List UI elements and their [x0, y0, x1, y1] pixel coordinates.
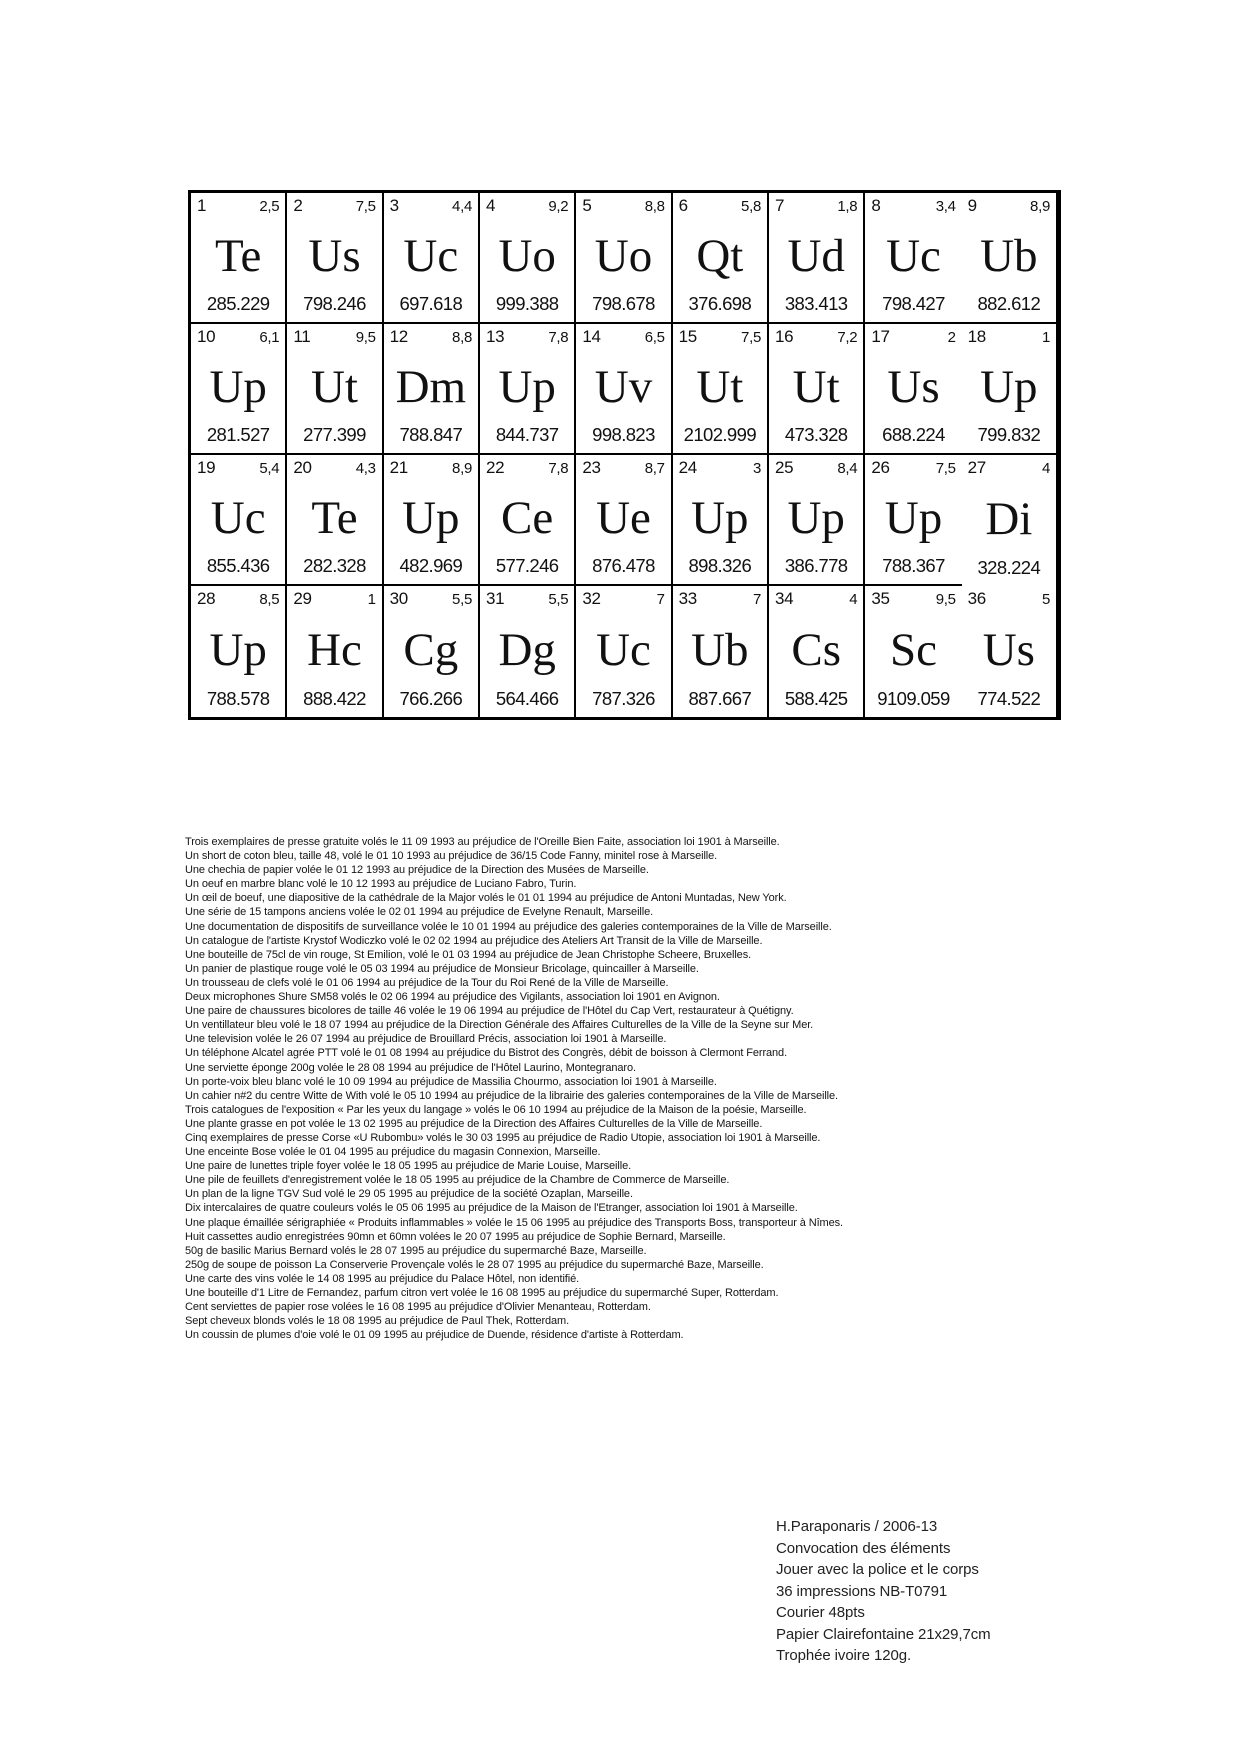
element-cell: [191, 455, 287, 586]
mass-value: 774.522: [977, 688, 1041, 709]
atomic-number: 23: [582, 458, 601, 477]
mass-value: 844.737: [495, 424, 559, 445]
cell-header: [871, 589, 955, 610]
element-cell: [287, 193, 383, 324]
decimal-value: 6,5: [644, 329, 665, 346]
cell-header: [293, 327, 375, 348]
element-symbol: Us: [982, 624, 1035, 676]
decimal-value: 8,7: [644, 460, 665, 477]
element-symbol: Ut: [696, 361, 744, 413]
cell-header: [390, 327, 472, 348]
decimal-value: 7: [656, 591, 665, 608]
inventory-line: Trois exemplaires de presse gratuite volés le 11 09 1993 au préjudice de l'Oreille Bien Faite, association loi 1901 à Marseille.: [185, 836, 780, 848]
element-symbol: Uo: [594, 230, 653, 282]
cell-header: [775, 196, 857, 217]
element-cell: [287, 586, 383, 717]
cell-header: [390, 589, 472, 610]
element-symbol: Up: [884, 492, 943, 544]
mass-value: 383.413: [784, 293, 848, 314]
element-symbol: Uc: [210, 492, 266, 544]
decimal-value: 8,8: [452, 329, 472, 346]
element-symbol: Ue: [596, 492, 651, 544]
cell-header: [390, 196, 472, 217]
mass-value: 588.425: [784, 688, 848, 709]
decimal-value: 5,4: [259, 460, 280, 477]
element-cell: [480, 324, 576, 455]
mass-value: 798.246: [303, 293, 366, 314]
element-symbol: Up: [402, 492, 460, 544]
mass-value: 882.612: [977, 293, 1041, 314]
element-symbol: Ut: [310, 361, 358, 413]
mass-value: 688.224: [882, 424, 945, 445]
cell-header: [968, 196, 1050, 217]
mass-value: 887.667: [688, 688, 752, 709]
element-symbol: Up: [980, 361, 1038, 413]
colophon-line: Trophée ivoire 120g.: [776, 1647, 912, 1664]
cell-header: [968, 458, 1050, 479]
decimal-value: 2: [947, 329, 956, 346]
decimal-value: 7,2: [837, 329, 858, 346]
mass-value: 328.224: [977, 557, 1041, 578]
colophon-line: Papier Clairefontaine 21x29,7cm: [776, 1625, 991, 1643]
cell-header: [679, 327, 761, 348]
atomic-number: 27: [967, 458, 986, 477]
decimal-value: 7,8: [548, 329, 569, 346]
element-cell: [384, 455, 480, 586]
cell-header: [775, 458, 857, 479]
atomic-number: 21: [389, 458, 408, 477]
colophon-line: H.Paraponaris / 2006-13: [776, 1518, 938, 1535]
decimal-value: 5,5: [452, 591, 472, 608]
cell-header: [197, 589, 279, 610]
element-cell: [384, 324, 480, 455]
cell-header: [486, 196, 568, 217]
element-cell: [287, 455, 383, 586]
element-cell: [865, 455, 961, 586]
decimal-value: 9,5: [935, 591, 956, 608]
cell-header: [197, 327, 279, 348]
mass-value: 788.578: [206, 688, 270, 709]
element-symbol: Cg: [403, 624, 459, 676]
atomic-number: 11: [293, 327, 311, 346]
element-symbol: Uv: [594, 361, 653, 413]
mass-value: 386.778: [784, 555, 848, 576]
element-cell: [673, 324, 769, 455]
inventory-line: Un œil de boeuf, une diapositive de la cathédrale de la Major volés le 01 01 1994 au préjudice de Antoni Muntadas, New York.: [185, 892, 787, 905]
inventory-line: Une serviette éponge 200g volée le 28 08 1994 au préjudice de l'Hôtel Laurino, Montegranaro.: [185, 1061, 636, 1074]
element-cell: [769, 586, 865, 717]
decimal-value: 4: [1041, 460, 1050, 477]
decimal-value: 8,5: [259, 591, 280, 608]
atomic-number: 9: [967, 196, 977, 215]
inventory-line: Une bouteille d'1 Litre de Fernandez, parfum citron vert volée le 16 08 1995 au préjudice du supermarché Super, Rotterdam.: [185, 1287, 779, 1299]
inventory-line: Une pile de feuillets d'enregistrement volée le 18 05 1995 au préjudice de la Chambre de Commerce de Marseille.: [185, 1174, 730, 1187]
colophon-line: 36 impressions NB-T0791: [776, 1582, 948, 1600]
element-symbol: Uo: [498, 230, 556, 282]
cell-header: [197, 458, 279, 479]
element-cell: [576, 193, 672, 324]
mass-value: 482.969: [399, 555, 463, 576]
decimal-value: 1: [1041, 329, 1050, 346]
decimal-value: 4,4: [452, 198, 472, 215]
atomic-number: 28: [197, 589, 216, 608]
atomic-number: 31: [486, 589, 505, 608]
element-cell: [865, 586, 961, 717]
inventory-line: Dix intercalaires de quatre couleurs volés le 05 06 1995 au préjudice de la Maison de l'Etranger, association loi 1901 à Marseille.: [185, 1202, 798, 1215]
element-symbol: Ce: [501, 492, 554, 544]
element-symbol: Dm: [395, 361, 467, 413]
colophon: [776, 1516, 991, 1667]
cell-header: [293, 458, 375, 479]
decimal-value: 5: [1041, 591, 1050, 608]
element-cell: [191, 324, 287, 455]
cell-header: [293, 589, 375, 610]
atomic-number: 10: [197, 327, 216, 346]
mass-value: 285.229: [206, 293, 270, 314]
cell-header: [775, 589, 857, 610]
inventory-line: Sept cheveux blonds volés le 18 08 1995 au préjudice de Paul Thek, Rotterdam.: [185, 1315, 570, 1328]
mass-value: 376.698: [688, 293, 752, 314]
inventory-line: Un catalogue de l'artiste Krystof Wodiczko volé le 02 02 1994 au préjudice des Ateliers Art Transit de la Ville de Marseille.: [185, 934, 763, 947]
decimal-value: 6,1: [259, 329, 280, 346]
inventory-line: Un porte-voix bleu blanc volé le 10 09 1994 au préjudice de Massilia Chourmo, association loi 1901 à Marseille.: [185, 1075, 717, 1088]
inventory-line: Un téléphone Alcatel agrée PTT volé le 01 08 1994 au préjudice du Bistrot des Congrès, débit de boisson à Clermont Ferrand.: [185, 1047, 788, 1060]
atomic-number: 8: [871, 196, 881, 215]
mass-value: 697.618: [399, 293, 463, 314]
atomic-number: 4: [486, 196, 496, 215]
element-symbol: Ub: [691, 624, 749, 676]
mass-value: 277.399: [303, 424, 366, 445]
element-cell: [480, 193, 576, 324]
element-cell: [673, 193, 769, 324]
atomic-number: 17: [871, 327, 890, 346]
element-cell: [480, 455, 576, 586]
mass-value: 766.266: [399, 688, 463, 709]
inventory-line: 250g de soupe de poisson La Conserverie Provençale volés le 28 07 1995 au préjudice du supermarché Baze, Marseille.: [185, 1258, 764, 1271]
inventory-line: Un ventillateur bleu volé le 18 07 1994 au préjudice de la Direction Générale des Affaires Culturelles de la Ville de la Seyne sur Mer.: [185, 1019, 814, 1032]
decimal-value: 8,8: [644, 198, 665, 215]
decimal-value: 1: [367, 591, 376, 608]
colophon-line: Courier 48pts: [776, 1604, 865, 1621]
mass-value: 564.466: [495, 688, 559, 709]
mass-value: 282.328: [303, 555, 366, 576]
cell-header: [390, 458, 472, 479]
element-table: [188, 190, 1061, 720]
element-cell: [962, 193, 1058, 324]
atomic-number: 34: [775, 589, 794, 608]
element-cell: [962, 324, 1058, 455]
atomic-number: 2: [293, 196, 303, 215]
inventory-line: Un cahier n#2 du centre Witte de With volé le 05 10 1994 au préjudice de la librairie des galeries contemporaines de la Ville de Marseille.: [185, 1089, 838, 1102]
decimal-value: 7,8: [548, 460, 569, 477]
inventory-line: Trois catalogues de l'exposition « Par les yeux du langage » volés le 06 10 1994 au préjudice de la Maison de la poésie, Marseille.: [185, 1103, 807, 1116]
cell-header: [775, 327, 857, 348]
colophon-line: Jouer avec la police et le corps: [776, 1561, 979, 1578]
element-symbol: Te: [311, 492, 358, 544]
element-cell: [480, 586, 576, 717]
decimal-value: 3,4: [935, 198, 956, 215]
inventory-line: Une série de 15 tampons anciens volée le 02 01 1994 au préjudice de Evelyne Renault, Marseille.: [185, 906, 654, 919]
atomic-number: 22: [486, 458, 505, 477]
inventory-line: Une bouteille de 75cl de vin rouge, St Emilion, volé le 01 03 1994 au préjudice de Jean Christophe Scheere, Bruxelles.: [185, 948, 752, 961]
decimal-value: 9,2: [548, 198, 569, 215]
cell-header: [582, 327, 664, 348]
inventory-line: Deux microphones Shure SM58 volés le 02 06 1994 au préjudice des Vigilants, association loi 1901 en Avignon.: [185, 991, 720, 1004]
atomic-number: 20: [293, 458, 312, 477]
element-symbol: Up: [787, 492, 845, 544]
element-cell: [576, 324, 672, 455]
element-symbol: Sc: [889, 624, 937, 676]
mass-value: 798.678: [592, 293, 655, 314]
decimal-value: 3: [752, 460, 761, 477]
decimal-value: 7,5: [935, 460, 956, 477]
element-symbol: Qt: [696, 230, 744, 282]
atomic-number: 6: [678, 196, 688, 215]
decimal-value: 2,5: [259, 198, 280, 215]
atomic-number: 24: [678, 458, 697, 477]
element-symbol: Dg: [498, 624, 556, 676]
decimal-value: 7: [752, 591, 761, 608]
element-cell: [384, 193, 480, 324]
atomic-number: 16: [775, 327, 794, 346]
cell-header: [968, 327, 1050, 348]
element-cell: [191, 193, 287, 324]
element-cell: [576, 586, 672, 717]
element-symbol: Up: [209, 624, 267, 676]
decimal-value: 9,5: [355, 329, 376, 346]
mass-value: 999.388: [495, 293, 559, 314]
atomic-number: 30: [389, 589, 408, 608]
cell-header: [679, 589, 761, 610]
decimal-value: 8,9: [452, 460, 472, 477]
element-symbol: Uc: [403, 230, 459, 282]
cell-header: [679, 196, 761, 217]
element-symbol: Hc: [307, 624, 362, 676]
element-symbol: Us: [308, 230, 361, 282]
element-symbol: Cs: [791, 624, 841, 676]
decimal-value: 7,5: [741, 329, 761, 346]
mass-value: 855.436: [206, 555, 270, 576]
element-symbol: Uc: [886, 230, 941, 282]
element-cell: [769, 324, 865, 455]
element-symbol: Te: [215, 230, 262, 282]
atomic-number: 13: [486, 327, 505, 346]
cell-header: [968, 589, 1050, 610]
inventory-line: Une chechia de papier volée le 01 12 1993 au préjudice de la Direction des Musées de Marseille.: [185, 864, 649, 877]
atomic-number: 35: [871, 589, 890, 608]
inventory-line: Une enceinte Bose volée le 01 04 1995 au préjudice du magasin Connexion, Marseille.: [185, 1146, 601, 1159]
mass-value: 9109.059: [877, 688, 950, 709]
inventory-line: Une plaque émaillée sérigraphiée « Produits inflammables » volée le 15 06 1995 au préjudice des Transports Boss, transporteur à Nîmes.: [185, 1216, 843, 1229]
atomic-number: 32: [582, 589, 601, 608]
cell-header: [293, 196, 375, 217]
inventory-line: Un panier de plastique rouge volé le 05 03 1994 au préjudice de Monsieur Bricolage, quincailler à Marseille.: [185, 962, 699, 975]
element-symbol: Up: [498, 361, 556, 413]
atomic-number: 3: [389, 196, 399, 215]
cell-header: [871, 196, 955, 217]
inventory-line: Cent serviettes de papier rose volées le 16 08 1995 au préjudice d'Olivier Menanteau, Rotterdam.: [185, 1301, 651, 1314]
inventory-line: Un trousseau de clefs volé le 01 06 1994 au préjudice de la Tour du Roi René de la Ville de Marseille.: [185, 976, 669, 989]
inventory-line: Un plan de la ligne TGV Sud volé le 29 05 1995 au préjudice de la société Ozaplan, Marseille.: [185, 1188, 633, 1201]
element-symbol: Up: [209, 361, 267, 413]
inventory-line: Une documentation de dispositifs de surveillance volée le 10 01 1994 au préjudice des galeries contemporaines de la Ville de Marseille.: [185, 920, 832, 933]
element-cell: [287, 324, 383, 455]
element-cell: [769, 455, 865, 586]
element-cell: [962, 586, 1058, 717]
mass-value: 998.823: [592, 424, 655, 445]
atomic-number: 1: [197, 196, 207, 215]
inventory-line: Une plante grasse en pot volée le 13 02 1995 au préjudice de la Direction des Affaires Culturelles de la Ville de Marseille.: [185, 1117, 763, 1130]
mass-value: 2102.999: [683, 424, 757, 445]
cell-header: [486, 327, 568, 348]
mass-value: 788.367: [882, 555, 945, 576]
atomic-number: 15: [678, 327, 697, 346]
inventory-line: Cinq exemplaires de presse Corse «U Rubombu» volés le 30 03 1995 au préjudice de Radio Utopie, association loi 1901 à Marseille.: [185, 1131, 821, 1144]
element-symbol: Ub: [980, 230, 1038, 282]
atomic-number: 25: [775, 458, 794, 477]
element-symbol: Us: [887, 361, 940, 413]
inventory-line: Un coussin de plumes d'oie volé le 01 09 1995 au préjudice de Duende, résidence d'artiste à Rotterdam.: [185, 1329, 684, 1342]
atomic-number: 29: [293, 589, 312, 608]
element-symbol: Uc: [596, 624, 651, 676]
cell-header: [871, 458, 955, 479]
decimal-value: 8,4: [837, 460, 858, 477]
inventory-line: Une carte des vins volée le 14 08 1995 au préjudice du Palace Hôtel, non identifié.: [185, 1272, 580, 1285]
inventory-line: 50g de basilic Marius Bernard volés le 28 07 1995 au préjudice du supermarché Baze, Marseille.: [185, 1244, 647, 1257]
cell-header: [582, 458, 664, 479]
atomic-number: 36: [967, 589, 986, 608]
element-cell: [769, 193, 865, 324]
decimal-value: 7,5: [355, 198, 376, 215]
decimal-value: 5,8: [741, 198, 761, 215]
mass-value: 876.478: [592, 555, 655, 576]
mass-value: 888.422: [303, 688, 366, 709]
element-cell: [384, 586, 480, 717]
cell-header: [871, 327, 955, 348]
atomic-number: 18: [967, 327, 986, 346]
mass-value: 473.328: [784, 424, 848, 445]
element-cell: [191, 586, 287, 717]
decimal-value: 8,9: [1030, 198, 1050, 215]
inventory-line: Huit cassettes audio enregistrées 90mn et 60mn volées le 20 07 1995 au préjudice de Sophie Bernard, Marseille.: [185, 1230, 726, 1243]
decimal-value: 4,3: [355, 460, 376, 477]
element-cell: [673, 455, 769, 586]
element-cell: [673, 586, 769, 717]
inventory-line: Un oeuf en marbre blanc volé le 10 12 1993 au préjudice de Luciano Fabro, Turin.: [185, 878, 577, 891]
inventory-list: [185, 835, 1085, 1342]
mass-value: 788.847: [399, 424, 463, 445]
colophon-line: Convocation des éléments: [776, 1539, 951, 1557]
mass-value: 787.326: [592, 688, 655, 709]
atomic-number: 14: [582, 327, 601, 346]
cell-header: [197, 196, 279, 217]
atomic-number: 12: [389, 327, 408, 346]
atomic-number: 33: [678, 589, 697, 608]
cell-header: [486, 589, 568, 610]
mass-value: 798.427: [882, 293, 945, 314]
element-symbol: Di: [985, 493, 1033, 545]
atomic-number: 19: [197, 458, 216, 477]
decimal-value: 1,8: [837, 198, 858, 215]
atomic-number: 7: [775, 196, 785, 215]
mass-value: 577.246: [495, 555, 559, 576]
mass-value: 799.832: [977, 424, 1041, 445]
inventory-line: Une paire de lunettes triple foyer volée le 18 05 1995 au préjudice de Marie Louise, Marseille.: [185, 1160, 632, 1173]
cell-header: [679, 458, 761, 479]
cell-header: [486, 458, 568, 479]
element-cell: [576, 455, 672, 586]
element-cell: [865, 324, 961, 455]
cell-header: [582, 589, 664, 610]
element-symbol: Ud: [787, 230, 845, 282]
element-cell: [865, 193, 961, 324]
atomic-number: 26: [871, 458, 890, 477]
mass-value: 281.527: [206, 424, 270, 445]
mass-value: 898.326: [688, 555, 752, 576]
element-symbol: Ut: [792, 361, 840, 413]
element-cell: [962, 455, 1058, 586]
decimal-value: 4: [849, 591, 858, 608]
atomic-number: 5: [582, 196, 592, 215]
cell-header: [582, 196, 664, 217]
element-symbol: Up: [691, 492, 749, 544]
inventory-line: Un short de coton bleu, taille 48, volé le 01 10 1993 au préjudice de 36/15 Code Fanny, minitel rose à Marseille.: [185, 850, 718, 863]
inventory-line: Une television volée le 26 07 1994 au préjudice de Brouillard Précis, association loi 1901 à Marseille.: [185, 1033, 667, 1046]
decimal-value: 5,5: [548, 591, 569, 608]
inventory-line: Une paire de chaussures bicolores de taille 46 volée le 19 06 1994 au préjudice de l'Hôtel du Cap Vert, restaurateur à Quétigny.: [185, 1005, 794, 1018]
